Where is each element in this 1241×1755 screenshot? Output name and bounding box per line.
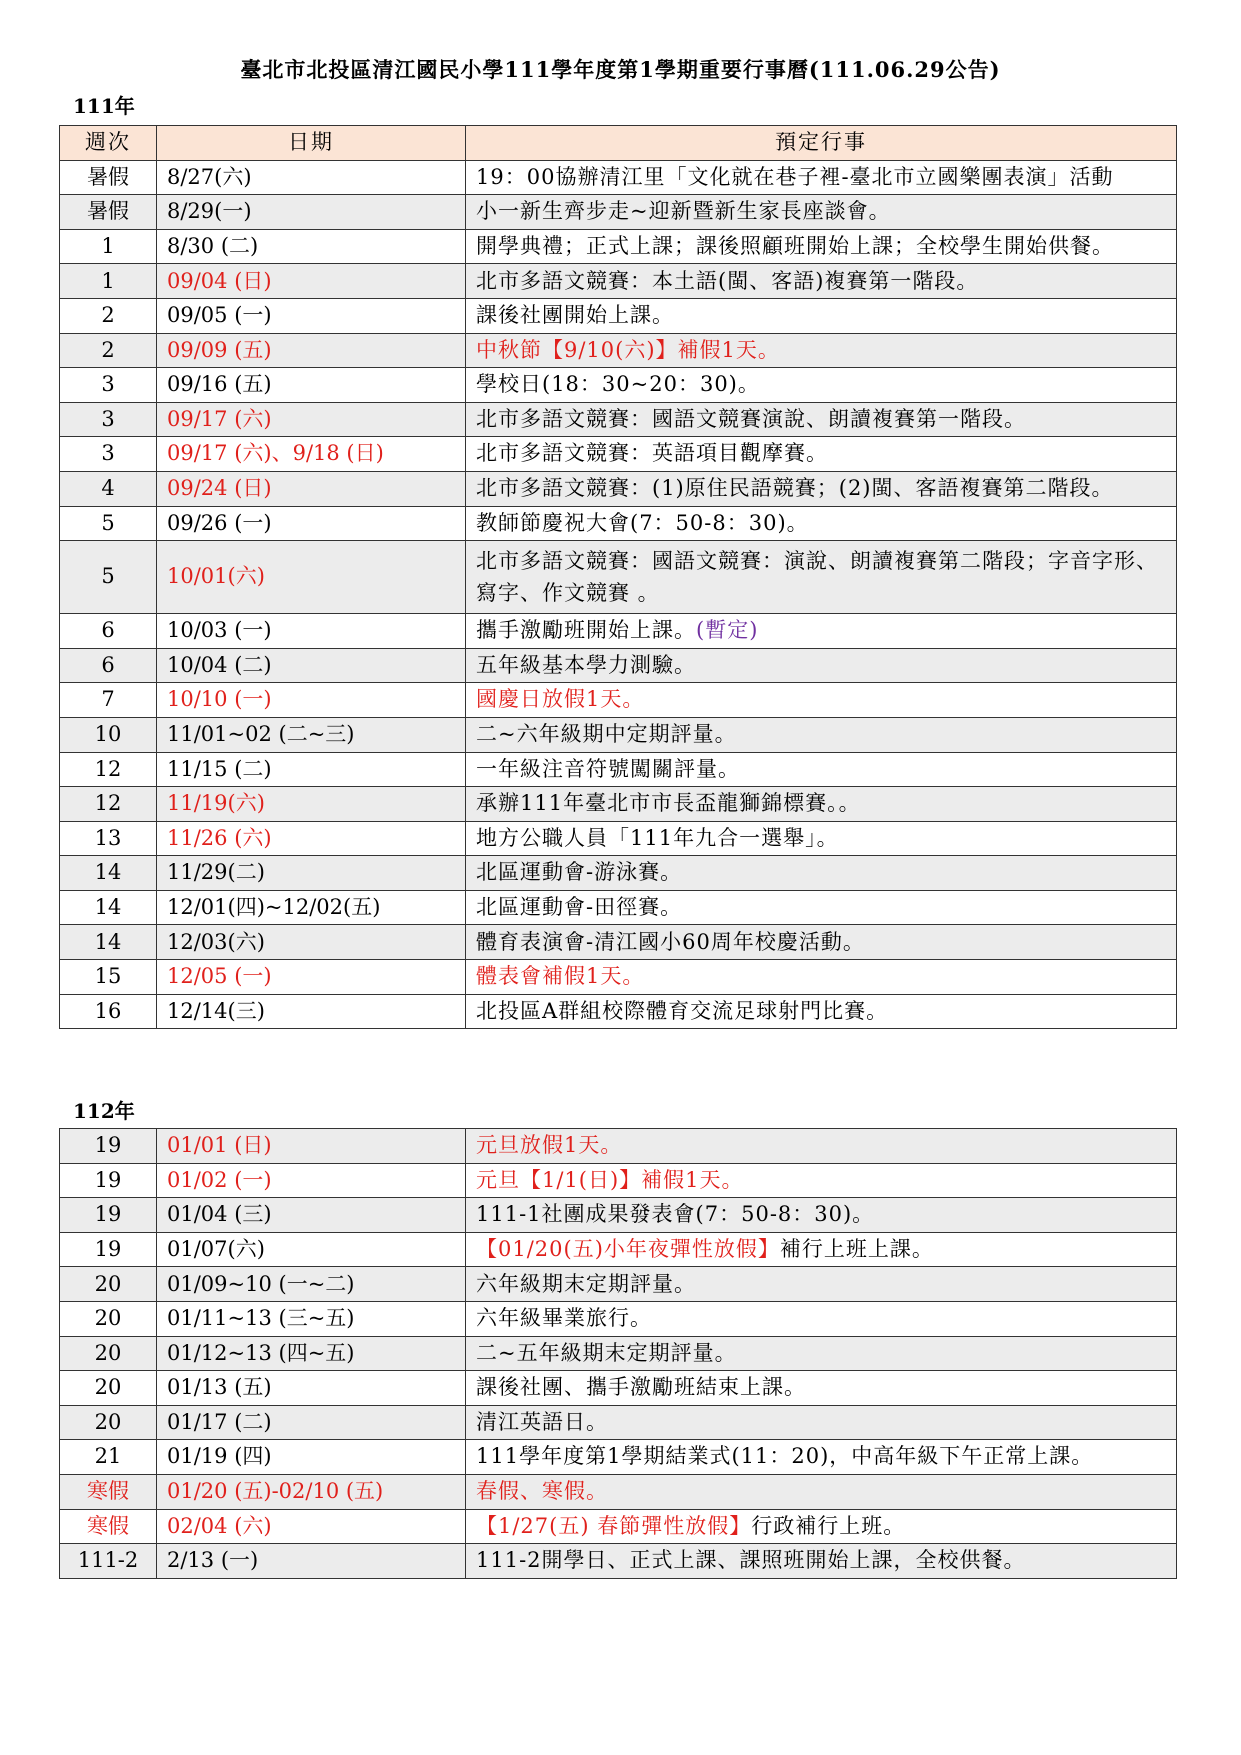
event-text: 攜手激勵班開始上課。 xyxy=(476,618,696,643)
event-cell: 五年級基本學力測驗。 xyxy=(466,648,1177,683)
date-cell: 09/04 (日) xyxy=(157,264,466,299)
week-cell: 6 xyxy=(60,614,157,649)
date-cell: 2/13 (一) xyxy=(157,1544,466,1579)
table-row xyxy=(60,1198,1177,1233)
tentative-note: (暫定) xyxy=(696,618,759,643)
week-cell: 寒假 xyxy=(60,1509,157,1544)
week-cell: 20 xyxy=(60,1371,157,1406)
week-cell: 5 xyxy=(60,506,157,541)
event-cell: 課後社團、攜手激勵班結束上課。 xyxy=(466,1371,1177,1406)
week-cell: 2 xyxy=(60,298,157,333)
table-row xyxy=(60,1405,1177,1440)
event-cell: 春假、寒假。 xyxy=(466,1474,1177,1509)
table-row xyxy=(60,471,1177,506)
event-cell: 元旦放假1天。 xyxy=(466,1129,1177,1164)
table-row xyxy=(60,614,1177,649)
date-cell: 01/09~10 (一~二) xyxy=(157,1267,466,1302)
table-row xyxy=(60,752,1177,787)
table-row xyxy=(60,264,1177,299)
event-cell: 地方公職人員「111年九合一選舉」。 xyxy=(466,821,1177,856)
event-cell: 111-2開學日、正式上課、課照班開始上課，全校供餐。 xyxy=(466,1544,1177,1579)
event-cell: 體表會補假1天。 xyxy=(466,960,1177,995)
week-cell: 12 xyxy=(60,787,157,822)
table-row xyxy=(60,437,1177,472)
table-row xyxy=(60,368,1177,403)
date-cell: 09/26 (一) xyxy=(157,506,466,541)
event-prefix: 【01/20(五)小年夜彈性放假】 xyxy=(476,1236,780,1261)
event-cell: 學校日(18：30~20：30)。 xyxy=(466,368,1177,403)
date-cell: 8/29(一) xyxy=(157,195,466,230)
event-cell: 北市多語文競賽：本土語(閩、客語)複賽第一階段。 xyxy=(466,264,1177,299)
table-row xyxy=(60,787,1177,822)
date-cell: 01/17 (二) xyxy=(157,1405,466,1440)
week-cell: 21 xyxy=(60,1440,157,1475)
table-row xyxy=(60,821,1177,856)
week-cell: 14 xyxy=(60,925,157,960)
table-row xyxy=(60,298,1177,333)
date-cell: 11/19(六) xyxy=(157,787,466,822)
event-cell: 課後社團開始上課。 xyxy=(466,298,1177,333)
table-row xyxy=(60,195,1177,230)
date-cell: 11/29(二) xyxy=(157,856,466,891)
week-cell: 19 xyxy=(60,1129,157,1164)
event-cell: 北區運動會-田徑賽。 xyxy=(466,890,1177,925)
event-cell: 元旦【1/1(日)】補假1天。 xyxy=(466,1163,1177,1198)
year-label-112: 112年 xyxy=(73,1099,135,1123)
week-cell: 暑假 xyxy=(60,195,157,230)
event-cell: 一年級注音符號闖關評量。 xyxy=(466,752,1177,787)
week-cell: 111-2 xyxy=(60,1544,157,1579)
header-week: 週次 xyxy=(60,126,157,161)
week-cell: 19 xyxy=(60,1163,157,1198)
event-cell: 北投區A群組校際體育交流足球射門比賽。 xyxy=(466,994,1177,1029)
week-cell: 寒假 xyxy=(60,1474,157,1509)
event-cell: 清江英語日。 xyxy=(466,1405,1177,1440)
week-cell: 5 xyxy=(60,541,157,614)
table-row xyxy=(60,856,1177,891)
date-cell: 01/20 (五)-02/10 (五) xyxy=(157,1474,466,1509)
date-cell: 11/15 (二) xyxy=(157,752,466,787)
date-cell: 09/17 (六)、9/18 (日) xyxy=(157,437,466,472)
date-cell: 01/04 (三) xyxy=(157,1198,466,1233)
calendar-table-112 xyxy=(59,1128,1177,1579)
table-row xyxy=(60,1474,1177,1509)
table-row xyxy=(60,1301,1177,1336)
event-cell: 北市多語文競賽：國語文競賽：演說、朗讀複賽第二階段；字音字形、寫字、作文競賽 。 xyxy=(466,541,1177,614)
calendar-table-111 xyxy=(59,125,1177,1029)
table-header-row xyxy=(60,126,1177,161)
week-cell: 13 xyxy=(60,821,157,856)
event-cell: 北區運動會-游泳賽。 xyxy=(466,856,1177,891)
table-row xyxy=(60,1544,1177,1579)
date-cell: 02/04 (六) xyxy=(157,1509,466,1544)
week-cell: 3 xyxy=(60,402,157,437)
table-row xyxy=(60,160,1177,195)
event-cell: 承辦111年臺北市市長盃龍獅錦標賽。。 xyxy=(466,787,1177,822)
date-cell: 12/14(三) xyxy=(157,994,466,1029)
date-cell: 01/11~13 (三~五) xyxy=(157,1301,466,1336)
date-cell: 09/16 (五) xyxy=(157,368,466,403)
week-cell: 20 xyxy=(60,1267,157,1302)
date-cell: 01/19 (四) xyxy=(157,1440,466,1475)
date-cell: 11/26 (六) xyxy=(157,821,466,856)
week-cell: 16 xyxy=(60,994,157,1029)
table-row xyxy=(60,1371,1177,1406)
week-cell: 14 xyxy=(60,890,157,925)
date-cell: 09/09 (五) xyxy=(157,333,466,368)
date-cell: 12/03(六) xyxy=(157,925,466,960)
event-prefix: 【1/27(五) 春節彈性放假】 xyxy=(476,1513,752,1538)
date-cell: 10/04 (二) xyxy=(157,648,466,683)
table-row xyxy=(60,1163,1177,1198)
date-cell: 01/07(六) xyxy=(157,1232,466,1267)
date-cell: 09/17 (六) xyxy=(157,402,466,437)
date-cell: 09/05 (一) xyxy=(157,298,466,333)
table-row xyxy=(60,960,1177,995)
date-cell: 01/02 (一) xyxy=(157,1163,466,1198)
week-cell: 1 xyxy=(60,229,157,264)
event-cell xyxy=(466,1232,1177,1267)
date-cell: 09/24 (日) xyxy=(157,471,466,506)
table-row xyxy=(60,506,1177,541)
event-text: 補行上班上課。 xyxy=(779,1236,934,1261)
date-cell: 10/10 (一) xyxy=(157,683,466,718)
table-row xyxy=(60,402,1177,437)
event-cell: 開學典禮；正式上課；課後照顧班開始上課；全校學生開始供餐。 xyxy=(466,229,1177,264)
event-cell: 北市多語文競賽：國語文競賽演說、朗讀複賽第一階段。 xyxy=(466,402,1177,437)
date-cell: 11/01~02 (二~三) xyxy=(157,717,466,752)
header-date: 日期 xyxy=(157,126,466,161)
event-cell: 六年級畢業旅行。 xyxy=(466,1301,1177,1336)
date-cell: 01/01 (日) xyxy=(157,1129,466,1164)
week-cell: 3 xyxy=(60,368,157,403)
week-cell: 10 xyxy=(60,717,157,752)
event-cell: 六年級期末定期評量。 xyxy=(466,1267,1177,1302)
date-cell: 01/13 (五) xyxy=(157,1371,466,1406)
table-row xyxy=(60,541,1177,614)
event-cell: 111學年度第1學期結業式(11：20)，中高年級下午正常上課。 xyxy=(466,1440,1177,1475)
event-cell xyxy=(466,614,1177,649)
event-cell: 二~六年級期中定期評量。 xyxy=(466,717,1177,752)
event-text: 行政補行上班。 xyxy=(751,1513,906,1538)
week-cell: 20 xyxy=(60,1405,157,1440)
date-cell: 8/27(六) xyxy=(157,160,466,195)
event-cell: 北市多語文競賽：英語項目觀摩賽。 xyxy=(466,437,1177,472)
table-row xyxy=(60,717,1177,752)
date-cell: 10/01(六) xyxy=(157,541,466,614)
table-row xyxy=(60,1440,1177,1475)
table-row xyxy=(60,1267,1177,1302)
table-row xyxy=(60,925,1177,960)
week-cell: 7 xyxy=(60,683,157,718)
table-row xyxy=(60,1129,1177,1164)
event-cell: 國慶日放假1天。 xyxy=(466,683,1177,718)
week-cell: 2 xyxy=(60,333,157,368)
week-cell: 14 xyxy=(60,856,157,891)
date-cell: 10/03 (一) xyxy=(157,614,466,649)
event-cell: 小一新生齊步走~迎新暨新生家長座談會。 xyxy=(466,195,1177,230)
date-cell: 8/30 (二) xyxy=(157,229,466,264)
event-cell: 教師節慶祝大會(7：50-8：30)。 xyxy=(466,506,1177,541)
date-cell: 12/01(四)~12/02(五) xyxy=(157,890,466,925)
event-cell: 111-1社團成果發表會(7：50-8：30)。 xyxy=(466,1198,1177,1233)
table-row xyxy=(60,994,1177,1029)
week-cell: 19 xyxy=(60,1232,157,1267)
header-event: 預定行事 xyxy=(466,126,1177,161)
table-row xyxy=(60,648,1177,683)
week-cell: 3 xyxy=(60,437,157,472)
week-cell: 20 xyxy=(60,1301,157,1336)
page-title: 臺北市北投區清江國民小學111學年度第1學期重要行事曆(111.06.29公告) xyxy=(240,57,1001,82)
event-cell: 中秋節【9/10(六)】補假1天。 xyxy=(466,333,1177,368)
event-cell: 北市多語文競賽：(1)原住民語競賽；(2)閩、客語複賽第二階段。 xyxy=(466,471,1177,506)
year-label-111: 111年 xyxy=(73,94,135,118)
event-cell: 體育表演會-清江國小60周年校慶活動。 xyxy=(466,925,1177,960)
event-cell xyxy=(466,1509,1177,1544)
event-cell: 二~五年級期末定期評量。 xyxy=(466,1336,1177,1371)
table-row xyxy=(60,229,1177,264)
week-cell: 20 xyxy=(60,1336,157,1371)
date-cell: 01/12~13 (四~五) xyxy=(157,1336,466,1371)
date-cell: 12/05 (一) xyxy=(157,960,466,995)
event-cell: 19：00協辦清江里「文化就在巷子裡-臺北市立國樂團表演」活動 xyxy=(466,160,1177,195)
table-row xyxy=(60,890,1177,925)
week-cell: 4 xyxy=(60,471,157,506)
week-cell: 15 xyxy=(60,960,157,995)
week-cell: 暑假 xyxy=(60,160,157,195)
week-cell: 19 xyxy=(60,1198,157,1233)
table-row xyxy=(60,683,1177,718)
table-row xyxy=(60,333,1177,368)
table-row xyxy=(60,1509,1177,1544)
table-row xyxy=(60,1232,1177,1267)
week-cell: 1 xyxy=(60,264,157,299)
week-cell: 12 xyxy=(60,752,157,787)
week-cell: 6 xyxy=(60,648,157,683)
table-row xyxy=(60,1336,1177,1371)
